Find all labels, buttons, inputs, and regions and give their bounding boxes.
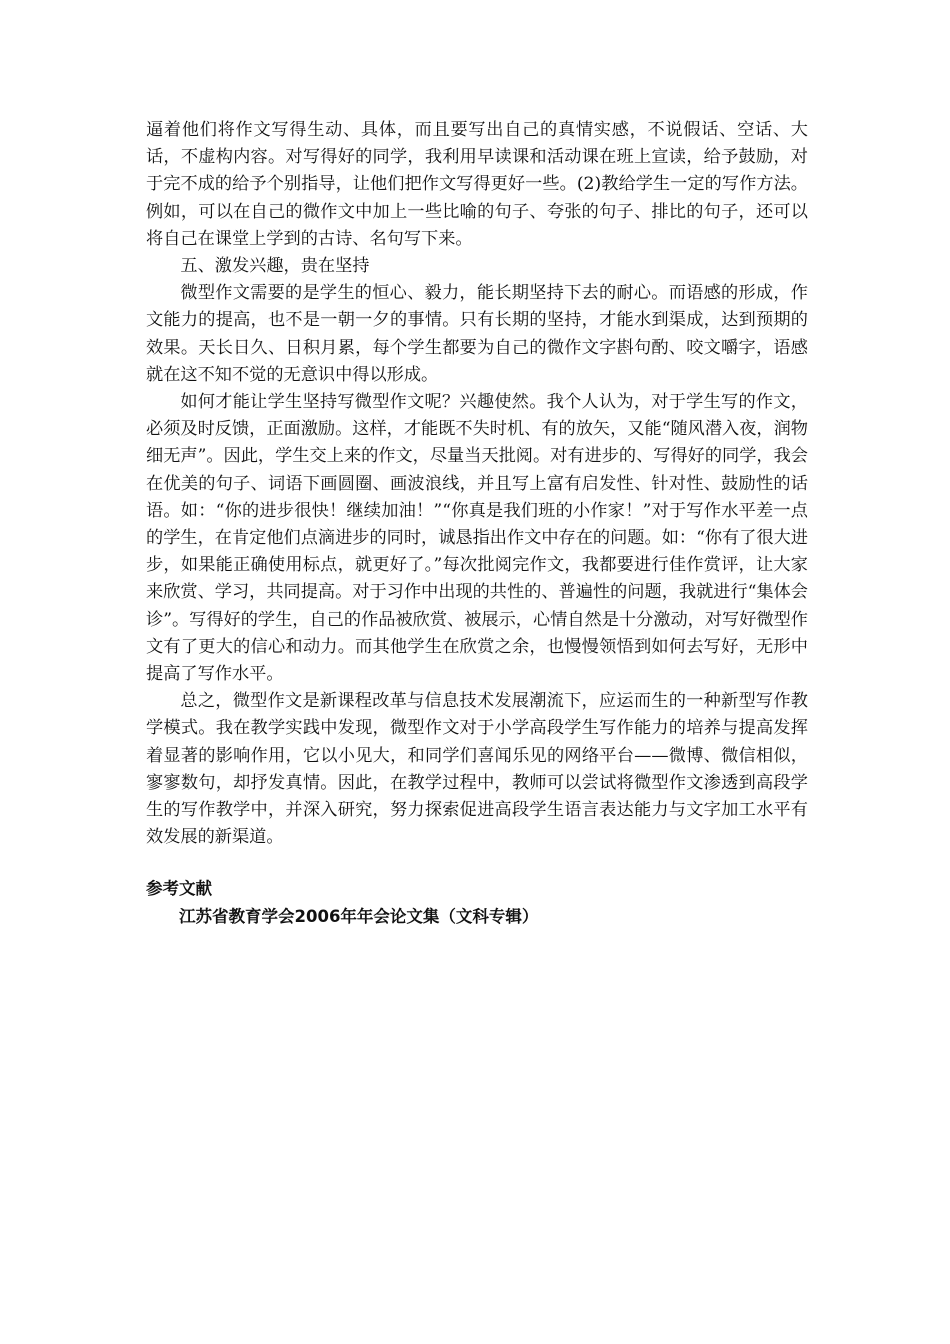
document-page <box>146 117 808 930</box>
body-paragraph-1: 逼着他们将作文写得生动、具体，而且要写出自己的真情实感，不说假话、空话、大话，不虚构内容。对写得好的同学，我利用早读课和活动课在班上宣读，给予鼓励，对于完不成的给予个别指导，让他们把作文写得更好一些。(2)教给学生一定的写作方法。例如，可以在自己的微作文中加上一些比喻的句子、夸张的句子、排比的句子，还可以将自己在课堂上学到的古诗、名句写下来。 <box>146 120 808 249</box>
body-paragraph-3: 如何才能让学生坚持写微型作文呢？兴趣使然。我个人认为，对于学生写的作文，必须及时反馈，正面激励。这样，才能既不失时机、有的放矢，又能“随风潜入夜，润物细无声”。因此，学生交上来的作文，尽量当天批阅。对有进步的、写得好的同学，我会在优美的句子、词语下画圆圈、画波浪线，并且写上富有启发性、针对性、鼓励性的话语。如：“你的进步很快！继续加油！”“你真是我们班的小作家！”对于写作水平差一点的学生，在肯定他们点滴进步的同时，诚恳指出作文中存在的问题。如：“你有了很大进步，如果能正确使用标点，就更好了。”每次批阅完作文，我都要进行佳作赏评，让大家来欣赏、学习，共同提高。对于习作中出现的共性的、普遍性的问题，我就进行“集体会诊”。写得好的学生，自己的作品被欣赏、被展示，心情自然是十分激动，对写好微型作文有了更大的信心和动力。而其他学生在欣赏之余，也慢慢领悟到如何去写好，无形中提高了写作水平。 <box>146 392 808 685</box>
section-heading-5: 五、激发兴趣，贵在坚持 <box>180 256 370 277</box>
body-paragraph-4: 总之，微型作文是新课程改革与信息技术发展潮流下，应运而生的一种新型写作教学模式。我在教学实践中发现，微型作文对于小学高段学生写作能力的培养与提高发挥着显著的影响作用，它以小见大，和同学们喜闻乐见的网络平台——微博、微信相似，寥寥数句，却抒发真情。因此，在教学过程中，教师可以尝试将微型作文渗透到高段学生的写作教学中，并深入研究，努力探索促进高段学生语言表达能力与文字加工水平有效发展的新渠道。 <box>146 691 808 848</box>
body-paragraph-2: 微型作文需要的是学生的恒心、毅力，能长期坚持下去的耐心。而语感的形成，作文能力的提高，也不是一朝一夕的事情。只有长期的坚持，才能水到渠成，达到预期的效果。天长日久、日积月累，每个学生都要为自己的微作文字斟句酌、咬文嚼字，语感就在这不知不觉的无意识中得以形成。 <box>146 283 808 385</box>
reference-item: 江苏省教育学会2006年年会论文集（文科专辑） <box>179 906 539 926</box>
references-title: 参考文献 <box>146 879 212 899</box>
